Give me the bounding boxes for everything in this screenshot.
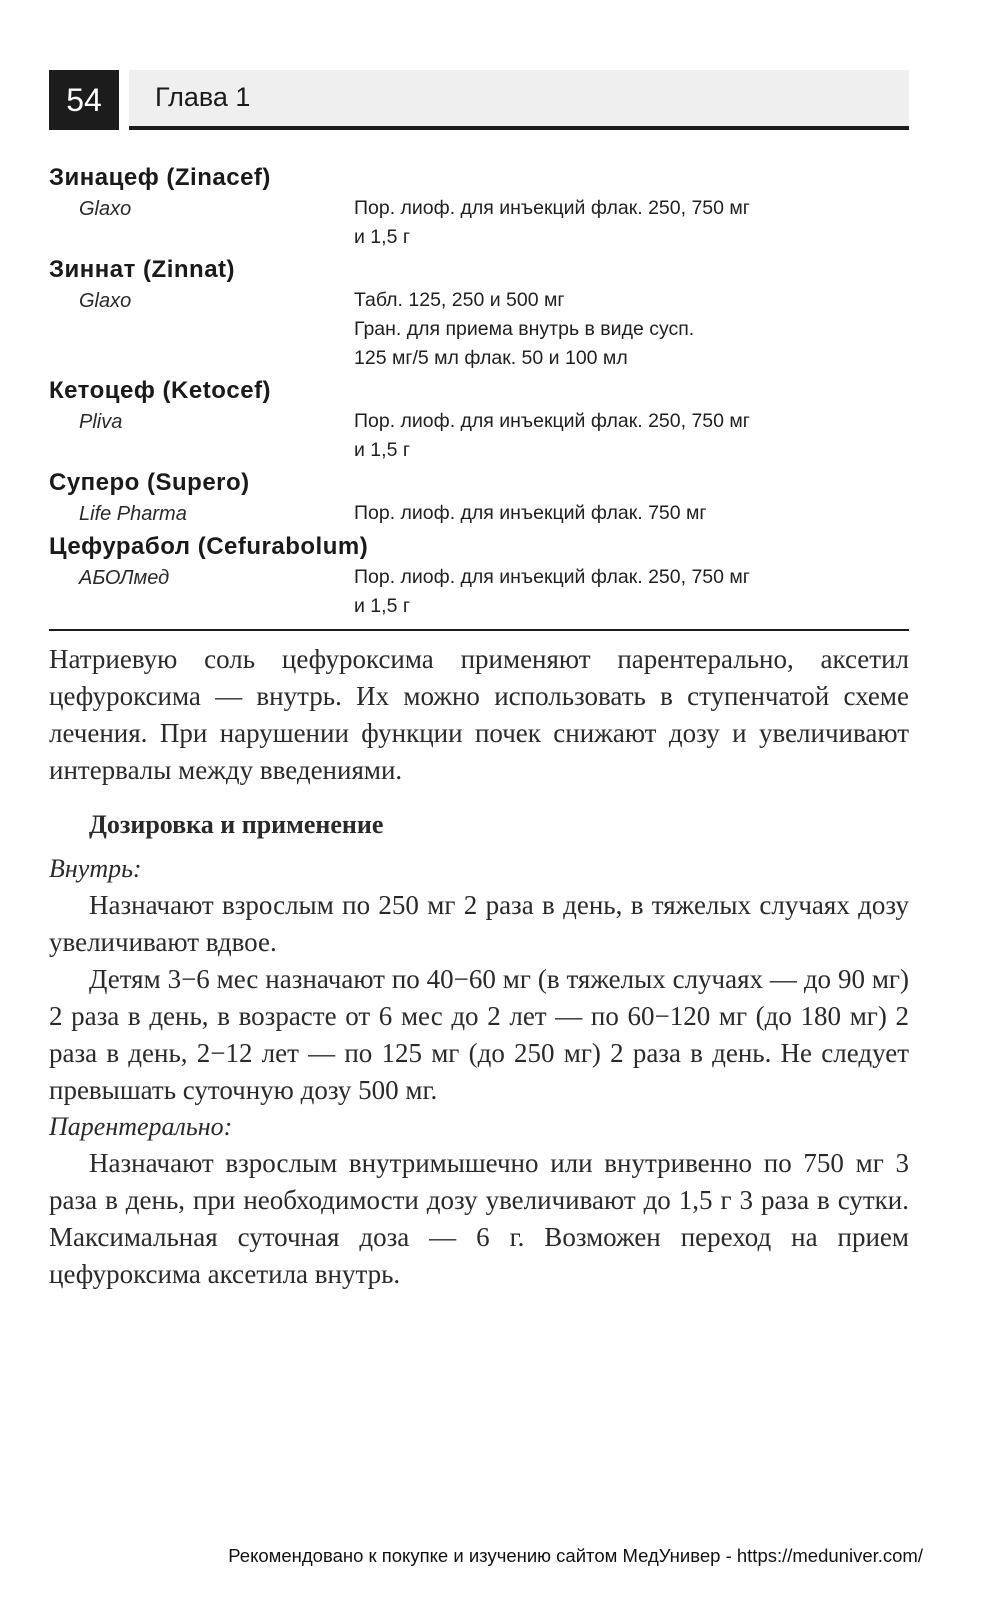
drug-form-line: и 1,5 г xyxy=(354,439,410,461)
drug-forms xyxy=(354,194,909,252)
drug-form-line: Пор. лиоф. для инъекций флак. 250, 750 мг xyxy=(354,197,750,219)
drug-entry xyxy=(49,375,909,465)
drug-manufacturer: Life Pharma xyxy=(79,503,187,525)
drug-manufacturer: Glaxo xyxy=(79,198,132,220)
chapter-header-bar xyxy=(129,70,909,130)
drug-form-line: 125 мг/5 мл флак. 50 и 100 мл xyxy=(354,347,628,369)
drug-entry xyxy=(49,162,909,252)
oral-children-paragraph: Детям 3−6 мес назначают по 40−60 мг (в тяжелых случаях — до 90 мг) 2 раза в день, в возрасте от 6 мес до 2 лет — по 60−120 мг (до 180 мг) 2 раза в день, 2−12 лет — по 125 мг (до 250 мг) 2 раза в день. Не следует превышать суточную дозу 500 мг. xyxy=(49,964,909,1105)
drug-entry xyxy=(49,531,909,621)
drug-form-line: Табл. 125, 250 и 500 мг xyxy=(354,289,565,311)
drug-forms xyxy=(354,407,909,465)
drug-name: Кетоцеф (Ketocef) xyxy=(49,377,272,404)
book-page xyxy=(49,70,909,1293)
intro-paragraph: Натриевую соль цефуроксима применяют парентерально, аксетил цефуроксима — внутрь. Их можно использовать в ступенчатой схеме лечения. При нарушении функции почек снижают дозу и увеличивают интервалы между введениями. xyxy=(49,644,909,785)
parenteral-adult-paragraph: Назначают взрослым внутримышечно или внутривенно по 750 мг 3 раза в день, при необходимости дозу увеличивают до 1,5 г 3 раза в сутки. Максимальная суточная доза — 6 г. Возможен переход на прием цефуроксима аксетила внутрь. xyxy=(49,1148,909,1289)
drug-manufacturer: Pliva xyxy=(79,411,123,433)
drug-form-line: и 1,5 г xyxy=(354,226,410,248)
drug-form-line: Гран. для приема внутрь в виде сусп. xyxy=(354,318,695,340)
page-header xyxy=(49,70,909,130)
drug-name: Суперо (Supero) xyxy=(49,469,250,496)
drug-form-line: Пор. лиоф. для инъекций флак. 750 мг xyxy=(354,502,707,524)
drug-name: Цефурабол (Cefurabolum) xyxy=(49,533,369,560)
article-body xyxy=(49,641,909,1293)
page-number: 54 xyxy=(49,70,119,130)
footer-recommendation: Рекомендовано к покупке и изучению сайтом МедУнивер - https://meduniver.com/ xyxy=(228,1545,923,1566)
drug-forms xyxy=(354,499,909,529)
drug-form-line: Пор. лиоф. для инъекций флак. 250, 750 мг xyxy=(354,410,750,432)
drug-form-line: Пор. лиоф. для инъекций флак. 250, 750 мг xyxy=(354,566,750,588)
drug-name: Зинацеф (Zinacef) xyxy=(49,164,271,191)
drug-form-line: и 1,5 г xyxy=(354,595,410,617)
oral-adult-paragraph: Назначают взрослым по 250 мг 2 раза в день, в тяжелых случаях дозу увеличивают вдвое. xyxy=(49,890,909,957)
drug-entry xyxy=(49,254,909,373)
route-label-parenteral: Парентерально: xyxy=(49,1112,233,1141)
route-label-oral: Внутрь: xyxy=(49,854,142,883)
drug-manufacturer: АБОЛмед xyxy=(79,567,170,589)
drug-manufacturer: Glaxo xyxy=(79,290,132,312)
drug-entry xyxy=(49,467,909,529)
drug-table xyxy=(49,162,909,631)
section-title: Дозировка и применение xyxy=(89,810,384,839)
drug-name: Зиннат (Zinnat) xyxy=(49,256,236,283)
drug-forms xyxy=(354,563,909,621)
chapter-title: Глава 1 xyxy=(155,82,251,112)
drug-forms xyxy=(354,286,909,373)
